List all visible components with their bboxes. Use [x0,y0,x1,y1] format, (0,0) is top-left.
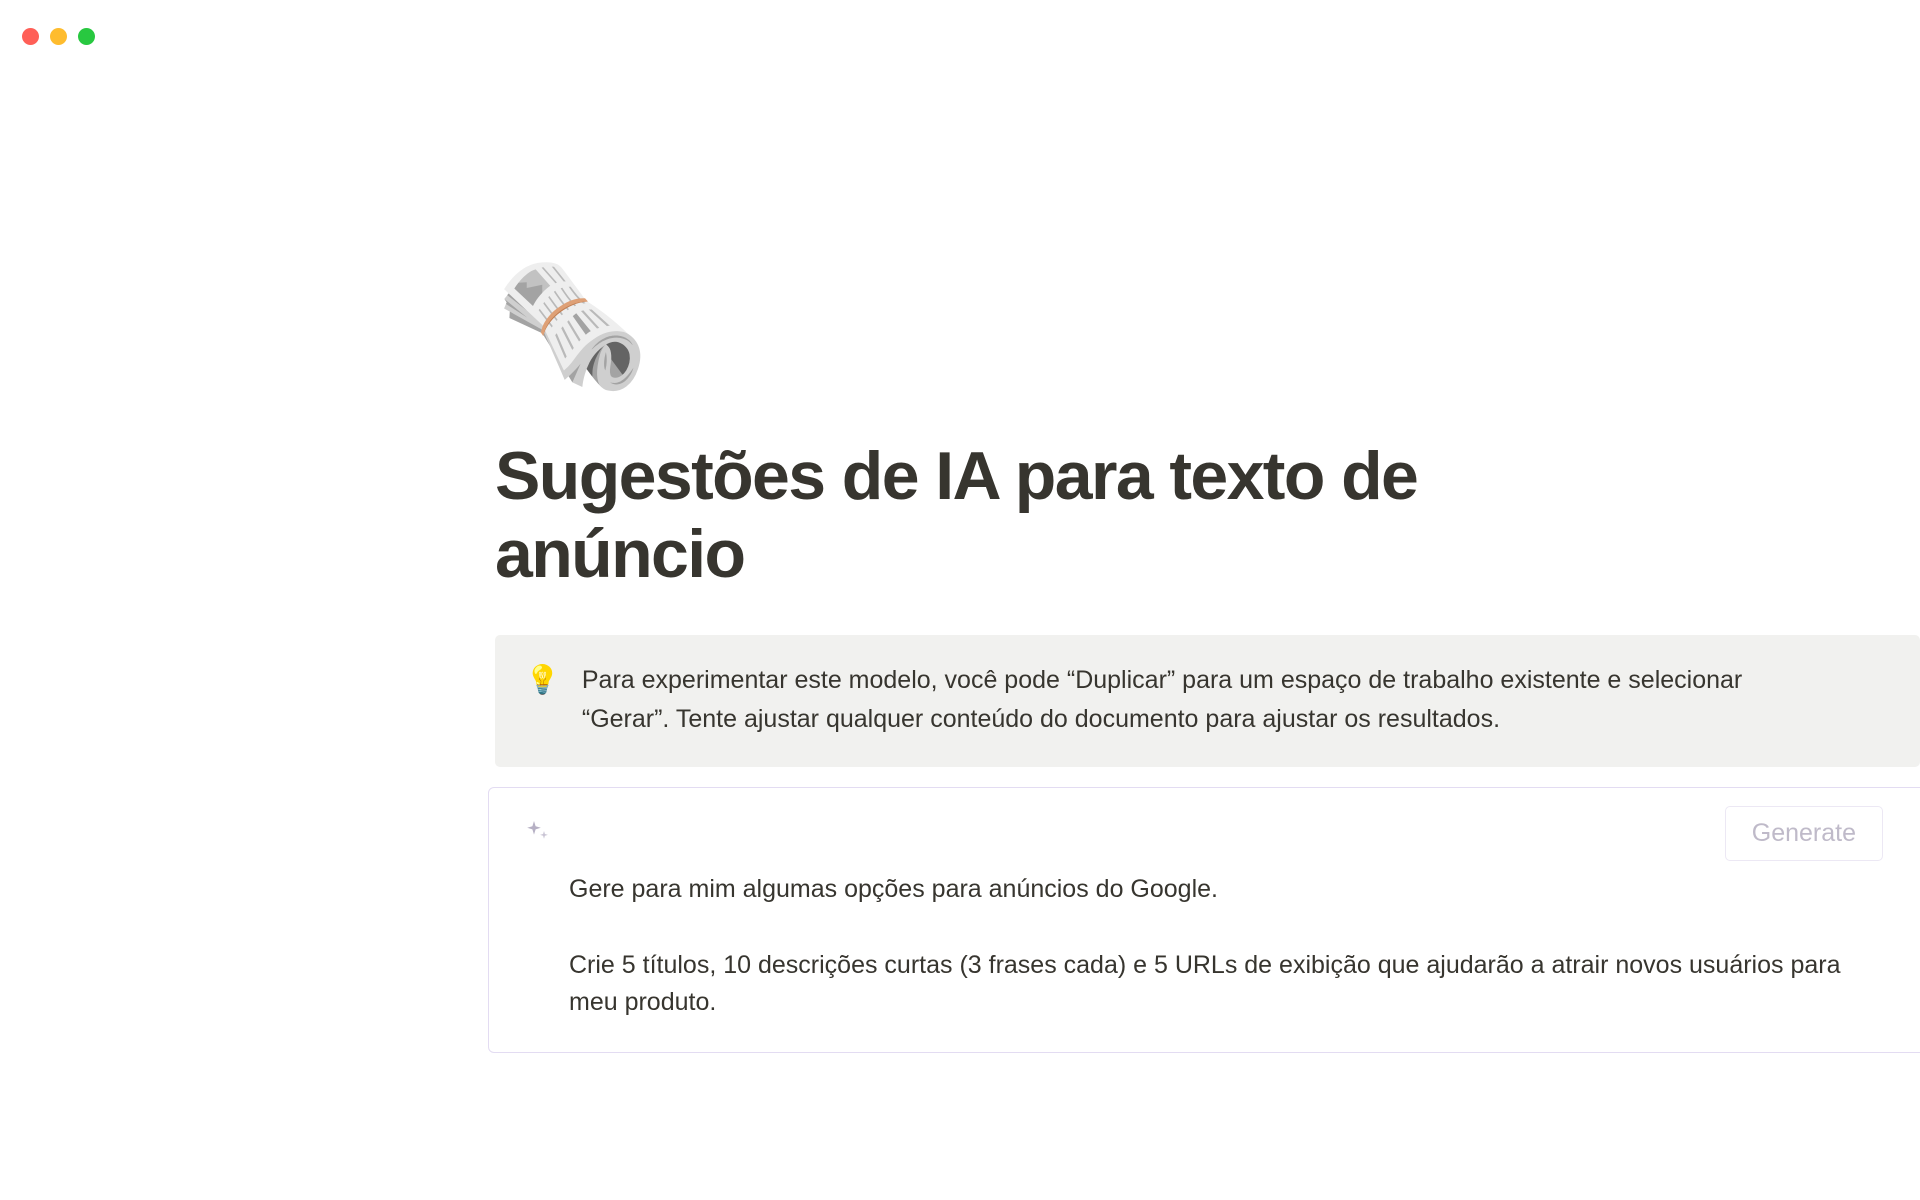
generate-button[interactable]: Generate [1725,806,1883,861]
window-titlebar [0,0,1920,72]
callout-text: Para experimentar este modelo, você pode “Duplicar” para um espaço de trabalho existente e selecionar “Gerar”. Tente ajustar qualquer conteúdo do documento para ajustar os resultados. [581,666,1743,734]
page-content [0,72,1920,1200]
page-title[interactable]: Sugestões de IA para texto de anúncio [495,438,1418,593]
ai-prompt-paragraph: Crie 5 títulos, 10 descrições curtas (3 frases cada) e 5 URLs de exibição que ajudarão a atrair novos usuários para meu produto. [569,950,1841,1017]
lightbulb-icon: 💡 [525,664,560,696]
window-controls[interactable] [22,28,95,45]
ai-block-header [515,810,1901,861]
maximize-window-button[interactable] [78,28,95,45]
ai-prompt-paragraph: Gere para mim algumas opções para anúncios do Google. [569,875,1218,904]
minimize-window-button[interactable] [50,28,67,45]
ai-prompt-block[interactable] [488,787,1920,1053]
callout-block[interactable] [495,635,1920,767]
newspaper-icon[interactable]: 🗞️ [495,258,650,396]
sparkle-icon [521,816,555,850]
ai-prompt-text[interactable] [515,871,1901,1022]
page-inner [240,247,1856,1053]
close-window-button[interactable] [22,28,39,45]
